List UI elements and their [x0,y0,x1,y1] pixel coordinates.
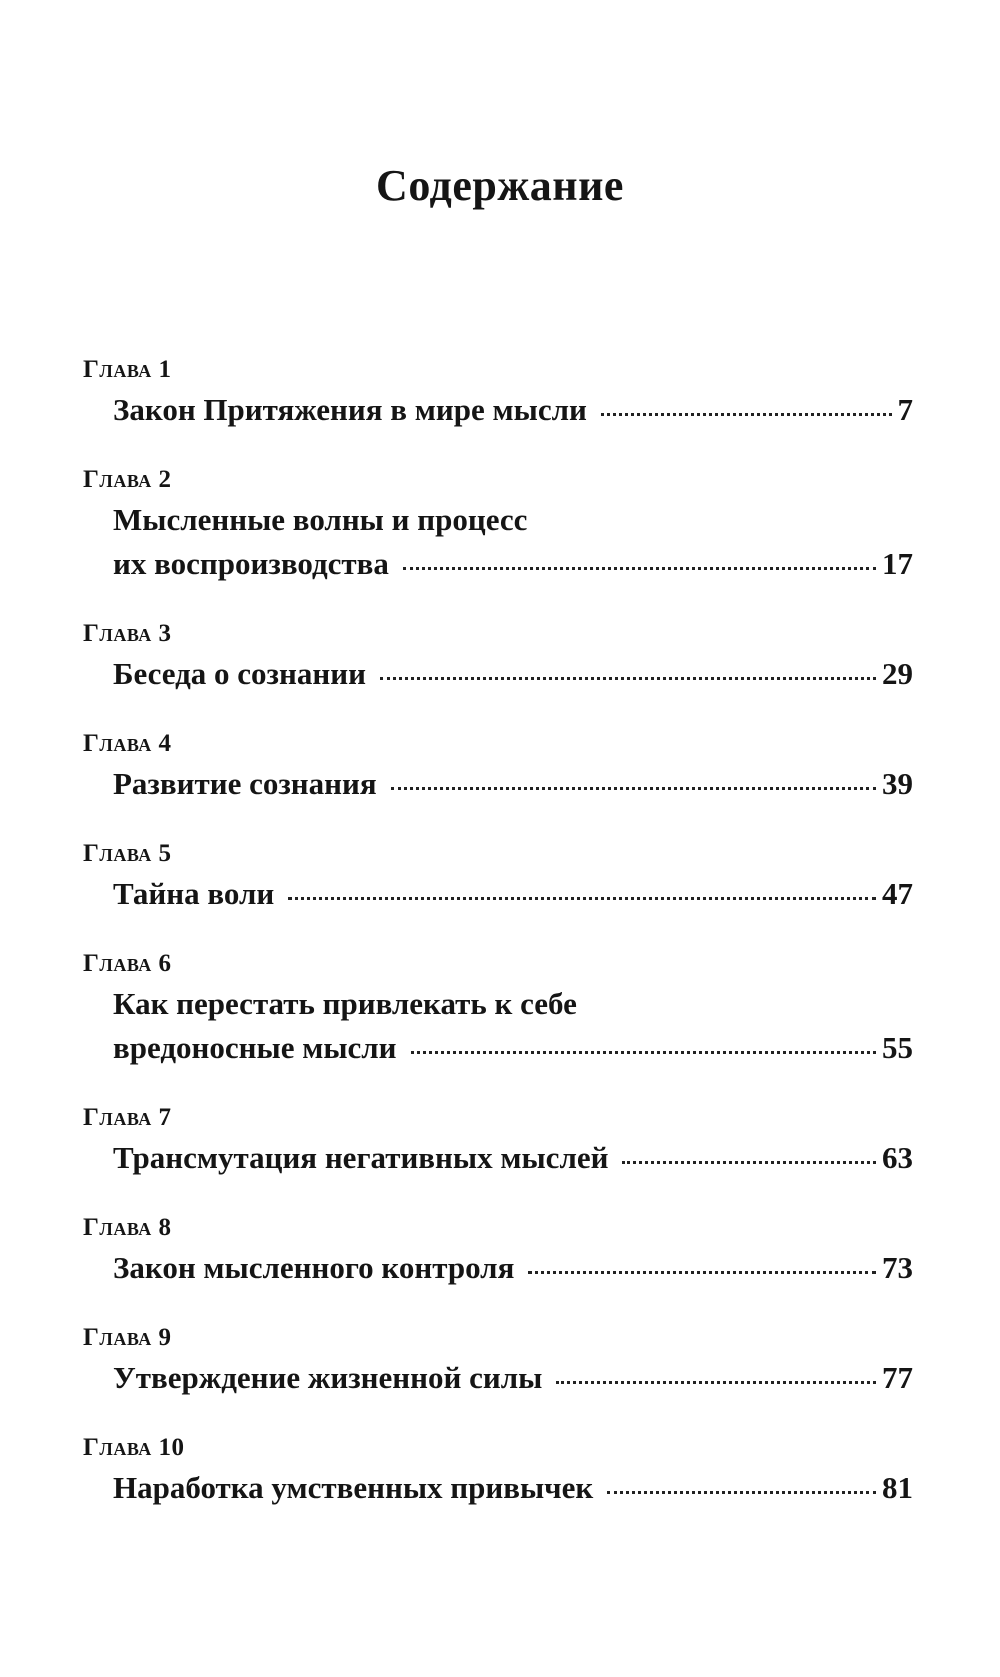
toc-entry [83,1430,913,1510]
page-number: 73 [882,1250,913,1285]
dot-leader [622,1161,876,1164]
chapter-title-line: Как перестать привлекать к себе [113,986,577,1021]
chapter-title [113,762,913,806]
page-number: 81 [882,1470,913,1505]
chapter-title-row [113,542,913,586]
toc-entry [83,726,913,806]
chapter-label: Глава 5 [83,840,172,867]
dot-leader [528,1271,876,1274]
dot-leader [403,567,876,570]
page-number: 63 [882,1140,913,1175]
page-number: 39 [882,766,913,801]
chapter-title-row [113,1136,913,1180]
page-number: 29 [882,656,913,691]
chapter-title-line: Наработка умственных привычек [113,1470,594,1505]
page-number: 17 [882,546,913,581]
chapter-title-row [113,872,913,916]
chapter-title-row [113,1246,913,1290]
dot-leader [391,787,876,790]
dot-leader [556,1381,876,1384]
chapter-title-row [113,1466,913,1510]
chapter-label: Глава 2 [83,466,172,493]
chapter-title [113,498,913,586]
chapter-title-line: Закон Притяжения в мире мысли [113,392,587,427]
toc-entry [83,1100,913,1180]
page-number: 7 [897,392,913,427]
chapter-title-line: Мысленные волны и процесс [113,502,528,537]
chapter-title-line: Тайна воли [113,876,275,911]
chapter-title-line: Закон мысленного контроля [113,1250,515,1285]
chapter-label: Глава 10 [83,1434,185,1461]
toc-entry [83,352,913,432]
chapter-label: Глава 4 [83,730,172,757]
chapter-title [113,1356,913,1400]
chapter-title [113,1246,913,1290]
toc-entry [83,462,913,586]
chapter-label: Глава 7 [83,1104,172,1131]
chapter-title [113,1466,913,1510]
chapter-title-row [113,652,913,696]
chapter-label: Глава 8 [83,1214,172,1241]
chapter-label: Глава 6 [83,950,172,977]
chapter-title-row [113,1356,913,1400]
toc-entry [83,1320,913,1400]
page-number: 47 [882,876,913,911]
toc-entry [83,836,913,916]
chapter-label: Глава 1 [83,356,172,383]
chapter-title-line: Беседа о сознании [113,656,366,691]
chapter-title-row [113,1026,913,1070]
chapter-title-line: Трансмутация негативных мыслей [113,1140,609,1175]
dot-leader [380,677,876,680]
chapter-title-line: вредоносные мысли [113,1030,397,1065]
chapter-title [113,652,913,696]
dot-leader [288,897,876,900]
page-title: Содержание [376,161,624,210]
page-number: 77 [882,1360,913,1395]
chapter-title [113,1136,913,1180]
toc-entry [83,946,913,1070]
page-number: 55 [882,1030,913,1065]
chapter-title [113,982,913,1070]
dot-leader [607,1491,876,1494]
chapter-label: Глава 3 [83,620,172,647]
chapter-title-line: Утверждение жизненной силы [113,1360,543,1395]
chapter-title [113,872,913,916]
toc-entry [83,616,913,696]
chapter-title [113,388,913,432]
chapter-title-line: Развитие сознания [113,766,377,801]
table-of-contents [83,352,913,1540]
dot-leader [601,413,892,416]
toc-entry [83,1210,913,1290]
chapter-title-row [113,388,913,432]
chapter-label: Глава 9 [83,1324,172,1351]
chapter-title-row [113,762,913,806]
dot-leader [411,1051,876,1054]
chapter-title-line: их воспроизводства [113,546,389,581]
